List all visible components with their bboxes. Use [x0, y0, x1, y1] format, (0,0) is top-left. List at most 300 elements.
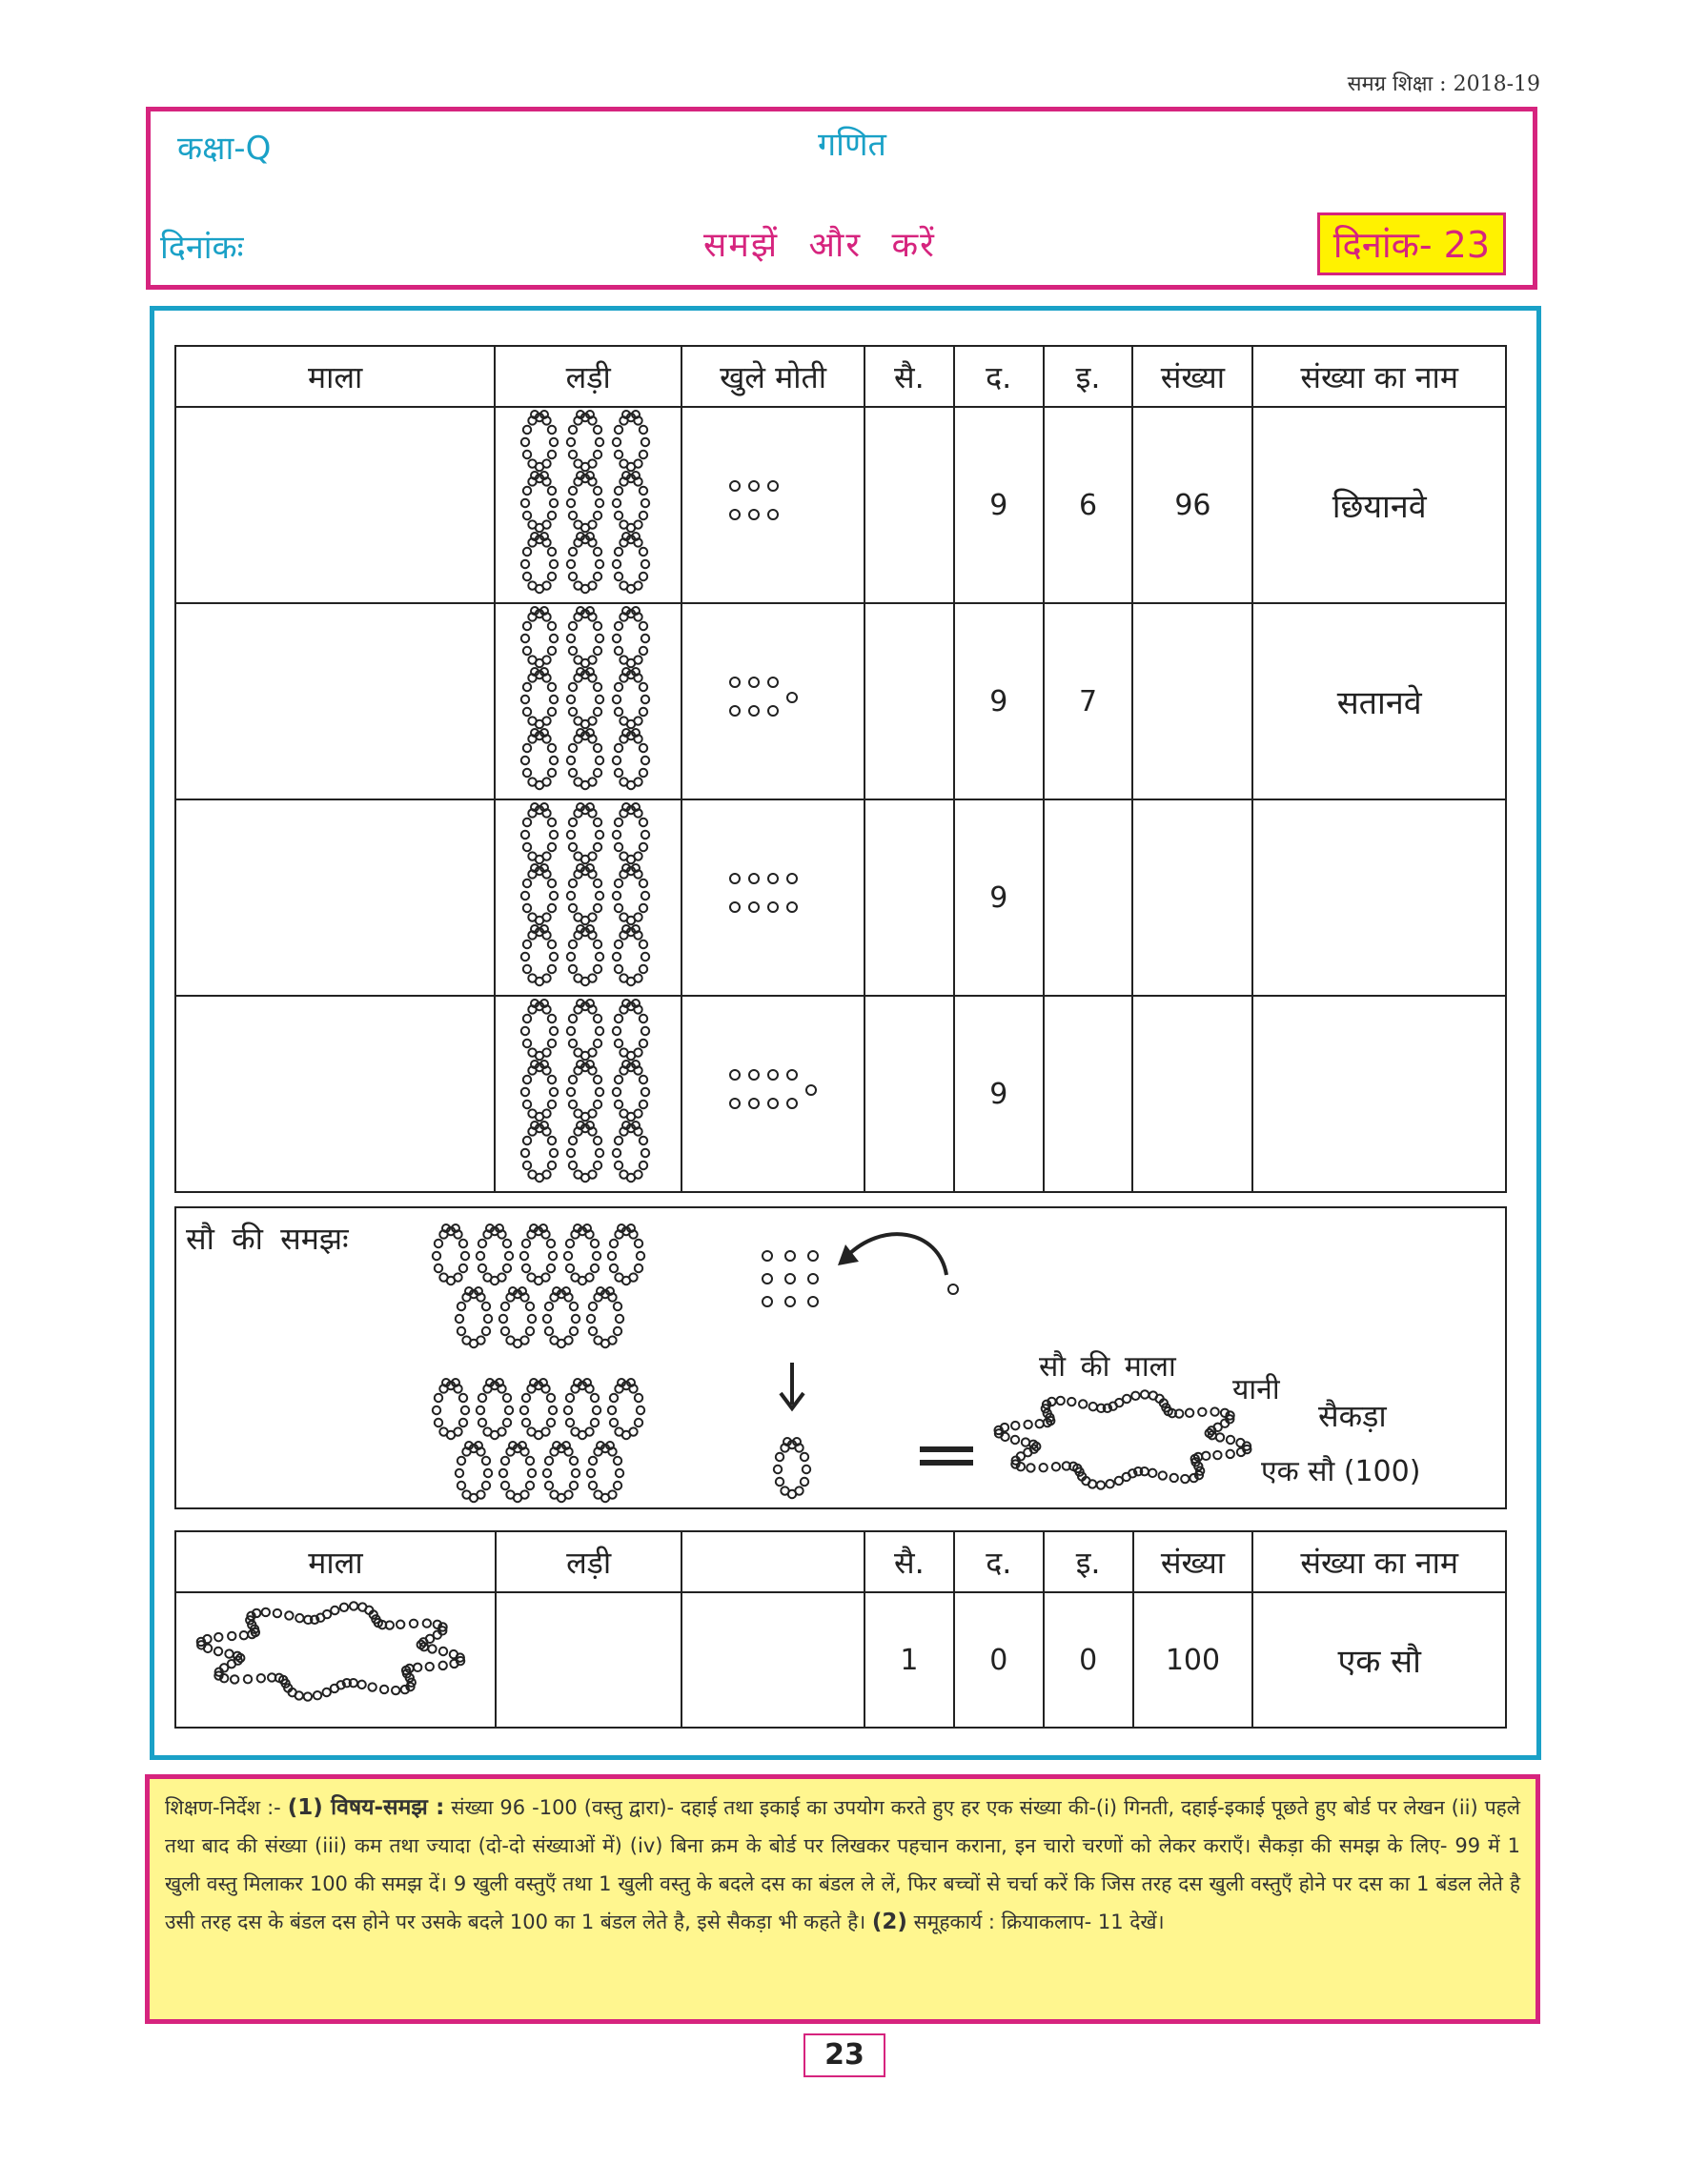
bead — [529, 1109, 537, 1117]
bead — [567, 831, 575, 839]
bead — [615, 622, 622, 630]
bead — [570, 1457, 578, 1465]
bead — [462, 1490, 470, 1498]
bead — [520, 1406, 528, 1414]
bead — [569, 940, 577, 948]
bead — [803, 1466, 810, 1473]
bead — [548, 940, 556, 948]
bead — [776, 1453, 783, 1461]
bead — [616, 1315, 623, 1323]
loose-bead — [730, 677, 740, 687]
bead — [575, 717, 582, 724]
bead — [501, 1482, 509, 1489]
loose-bead — [749, 510, 759, 519]
bead — [616, 1469, 623, 1477]
bead — [615, 880, 622, 887]
bead — [547, 1264, 555, 1272]
bead — [529, 656, 537, 663]
bead-string-icon — [567, 1000, 603, 1060]
bead — [1141, 1390, 1149, 1398]
bead — [528, 1469, 536, 1477]
bead-strings-icon — [517, 997, 660, 1183]
bead — [550, 1088, 558, 1096]
bead — [615, 1162, 622, 1169]
number-cell[interactable] — [1132, 603, 1252, 799]
bead — [425, 1663, 433, 1670]
bead — [567, 953, 575, 961]
bead — [521, 635, 529, 642]
bead — [550, 831, 558, 839]
number-name-cell[interactable]: एक सौ — [1252, 1592, 1506, 1728]
bead — [640, 622, 647, 630]
bead — [613, 1027, 620, 1035]
bead — [569, 965, 577, 973]
bead — [596, 1088, 603, 1096]
bead — [569, 744, 577, 752]
bead-string-icon — [521, 925, 558, 985]
bead — [567, 438, 575, 446]
bead-string-icon — [521, 1122, 558, 1182]
bead — [594, 769, 601, 777]
bead — [1149, 1469, 1156, 1477]
bead-string-icon — [567, 411, 603, 471]
bead — [1036, 1420, 1044, 1427]
instructions-part1-heading: (1) विषय-समझ : — [287, 1795, 445, 1820]
bead — [548, 819, 556, 826]
bead — [529, 459, 537, 467]
loose-bead — [806, 1085, 816, 1095]
bead-string-icon — [567, 864, 603, 924]
bead — [435, 1240, 442, 1247]
bead — [501, 1457, 509, 1465]
bead — [521, 438, 529, 446]
ones-cell[interactable]: 6 — [1044, 407, 1133, 603]
bead — [482, 1303, 490, 1310]
bead-string-icon — [564, 1224, 600, 1284]
loose-bead — [730, 481, 740, 491]
number-cell[interactable]: 100 — [1133, 1592, 1253, 1728]
bead — [620, 581, 628, 589]
bead-string-icon — [587, 1287, 623, 1347]
ones-cell[interactable]: 7 — [1044, 603, 1133, 799]
class-label: कक्षा-Q — [177, 130, 272, 168]
bead — [608, 1252, 616, 1260]
col-header: इ. — [1044, 346, 1133, 407]
col-header: संख्या का नाम — [1252, 1531, 1506, 1592]
bead — [478, 1264, 486, 1272]
loose-bead — [749, 902, 759, 912]
bead — [548, 843, 556, 851]
loose-bead — [787, 693, 797, 702]
bead — [591, 1240, 599, 1247]
loose-bead — [768, 1099, 778, 1108]
bead — [484, 1315, 492, 1323]
bead — [641, 1088, 649, 1096]
bead — [545, 1327, 553, 1335]
bead — [635, 1419, 642, 1426]
bead — [548, 1040, 556, 1047]
bead — [570, 1327, 578, 1335]
bead — [613, 1088, 620, 1096]
bead — [521, 560, 529, 568]
loose-bead — [808, 1274, 818, 1284]
bead — [613, 499, 620, 507]
bead — [594, 965, 601, 973]
bead — [550, 757, 558, 764]
bead — [548, 622, 556, 630]
bead — [549, 1406, 557, 1414]
bead — [1097, 1481, 1105, 1488]
bead — [594, 1490, 601, 1498]
bead — [596, 892, 603, 900]
bead — [615, 683, 622, 691]
bead-string-icon — [499, 1442, 536, 1502]
page-number: 23 — [803, 2033, 885, 2077]
bead — [620, 1170, 628, 1178]
bead — [295, 1614, 303, 1622]
ladi-cell — [495, 407, 681, 603]
bead — [569, 904, 577, 912]
tens-cell[interactable]: 0 — [954, 1592, 1044, 1728]
activity-title: समझें और करें — [703, 226, 936, 265]
bead — [529, 778, 537, 785]
bead — [521, 696, 529, 703]
bead-string-icon — [613, 729, 649, 789]
bead — [594, 904, 601, 912]
bead-string-icon — [613, 1000, 649, 1060]
bead — [620, 974, 628, 981]
bead — [569, 1040, 577, 1047]
bead — [503, 1264, 511, 1272]
bead — [569, 573, 577, 580]
saikda-label: सैकड़ा — [1318, 1398, 1387, 1434]
bead — [615, 708, 622, 716]
bead — [610, 1240, 618, 1247]
bead — [615, 940, 622, 948]
bead — [569, 1101, 577, 1108]
bead — [428, 1645, 436, 1652]
bead-string-icon — [521, 864, 558, 924]
hundreds-cell[interactable] — [864, 996, 954, 1192]
bead — [458, 1482, 465, 1489]
bead — [569, 880, 577, 887]
bead — [594, 1101, 601, 1108]
bead — [613, 438, 620, 446]
bead — [594, 622, 601, 630]
loose-bead — [785, 1274, 795, 1284]
bead — [285, 1611, 293, 1619]
bead — [548, 426, 556, 434]
tens-cell[interactable]: 9 — [954, 407, 1044, 603]
bead — [774, 1466, 782, 1473]
bead — [392, 1687, 399, 1694]
bead — [526, 1482, 534, 1489]
bead — [506, 1490, 514, 1498]
number-cell[interactable] — [1132, 799, 1252, 996]
col-header: इ. — [1044, 1531, 1133, 1592]
bead — [594, 940, 601, 948]
bead — [523, 548, 531, 556]
bead — [1022, 1438, 1029, 1446]
number-cell[interactable]: 96 — [1132, 407, 1252, 603]
bead — [550, 499, 558, 507]
bead — [461, 1406, 469, 1414]
teaching-instructions — [145, 1774, 1540, 2024]
bead — [640, 1162, 647, 1169]
loose-bead — [763, 1251, 772, 1261]
bead — [545, 1482, 553, 1489]
tens-cell[interactable]: 9 — [954, 603, 1044, 799]
number-name-cell[interactable] — [1252, 996, 1506, 1192]
bead — [587, 1315, 595, 1323]
bead — [596, 499, 603, 507]
bead — [547, 1394, 555, 1402]
bead — [620, 852, 628, 859]
bead — [567, 696, 575, 703]
bead — [435, 1419, 442, 1426]
yani-label: यानी — [1232, 1373, 1280, 1406]
bead — [615, 451, 622, 458]
bead — [529, 1048, 537, 1056]
bead — [610, 1394, 618, 1402]
bead — [550, 953, 558, 961]
bead — [543, 1469, 551, 1477]
table-row — [175, 799, 1506, 996]
bead — [523, 451, 531, 458]
loose-bead — [787, 874, 797, 883]
bead — [640, 940, 647, 948]
bead — [569, 512, 577, 519]
bead — [569, 769, 577, 777]
bead — [523, 708, 531, 716]
bead — [482, 1482, 490, 1489]
bead — [550, 1149, 558, 1157]
bead — [484, 1469, 492, 1477]
bead — [545, 1457, 553, 1465]
hundreds-cell[interactable] — [864, 407, 954, 603]
bead — [433, 1252, 440, 1260]
tens-cell[interactable]: 9 — [954, 799, 1044, 996]
bead — [641, 635, 649, 642]
bead — [523, 769, 531, 777]
bead — [523, 1137, 531, 1144]
bead — [503, 1240, 511, 1247]
bead — [1213, 1451, 1221, 1459]
bead — [521, 892, 529, 900]
bead — [575, 1170, 582, 1178]
ones-cell[interactable] — [1044, 996, 1133, 1192]
bead — [1052, 1463, 1060, 1470]
bead — [569, 647, 577, 655]
bead — [314, 1691, 321, 1699]
bead — [569, 548, 577, 556]
bead — [1181, 1475, 1189, 1483]
col-header: द. — [954, 1531, 1044, 1592]
ones-cell[interactable] — [1044, 799, 1133, 996]
bead — [1131, 1392, 1139, 1400]
bead-string-icon — [477, 1224, 513, 1284]
bead — [613, 696, 620, 703]
bead-string-icon — [613, 607, 649, 667]
bead — [572, 1315, 580, 1323]
bead — [640, 1137, 647, 1144]
hundreds-cell[interactable]: 1 — [864, 1592, 954, 1728]
bead — [550, 892, 558, 900]
bead — [567, 892, 575, 900]
bead — [566, 1419, 574, 1426]
bead — [244, 1675, 252, 1683]
hundred-table — [174, 1530, 1507, 1729]
tens-cell[interactable]: 9 — [954, 996, 1044, 1192]
bead — [614, 1303, 621, 1310]
bead — [615, 512, 622, 519]
bead — [522, 1240, 530, 1247]
bead — [548, 487, 556, 495]
bead — [1159, 1471, 1167, 1479]
table-header-row — [175, 346, 1506, 407]
bead — [529, 852, 537, 859]
bead — [483, 1273, 491, 1281]
ladi-cell — [496, 1592, 682, 1728]
bead — [522, 1419, 530, 1426]
bead-string-icon — [613, 472, 649, 532]
bead — [640, 683, 647, 691]
bead — [231, 1675, 238, 1683]
bead — [640, 451, 647, 458]
bead — [776, 1478, 783, 1486]
loose-bead — [749, 1099, 759, 1108]
number-name-cell[interactable] — [1252, 799, 1506, 996]
hundreds-cell[interactable] — [864, 799, 954, 996]
loose-bead — [768, 677, 778, 687]
mala-of-hundred-label: सौ की माला — [1039, 1350, 1176, 1384]
bead-string-icon — [543, 1287, 580, 1347]
bead — [615, 548, 622, 556]
loose-bead — [763, 1297, 772, 1306]
loose-bead — [749, 481, 759, 491]
bead-string-icon — [613, 1122, 649, 1182]
bead — [620, 913, 628, 920]
bead — [640, 512, 647, 519]
bead — [257, 1674, 265, 1682]
bead — [594, 843, 601, 851]
bead — [614, 1327, 621, 1335]
bead — [620, 778, 628, 785]
bead — [569, 487, 577, 495]
bead-string-icon — [567, 533, 603, 593]
bead — [567, 1027, 575, 1035]
bead — [523, 843, 531, 851]
bead — [569, 819, 577, 826]
bead — [523, 426, 531, 434]
bead — [613, 635, 620, 642]
bead — [521, 953, 529, 961]
bead — [620, 656, 628, 663]
bead — [548, 548, 556, 556]
bead-string-icon — [567, 607, 603, 667]
bead — [548, 708, 556, 716]
bead — [615, 426, 622, 434]
bead — [610, 1419, 618, 1426]
date-badge: दिनांक- 23 — [1317, 212, 1506, 275]
loose-bead — [787, 1070, 797, 1080]
bead — [640, 487, 647, 495]
bead — [640, 1040, 647, 1047]
bead — [637, 1406, 644, 1414]
ones-cell[interactable]: 0 — [1044, 1592, 1133, 1728]
bead — [610, 1264, 618, 1272]
bead — [641, 696, 649, 703]
bead — [1056, 1397, 1064, 1405]
loose-beads-icon — [716, 1052, 830, 1128]
bead — [620, 1109, 628, 1117]
bead-string-icon — [613, 864, 649, 924]
bead — [589, 1327, 597, 1335]
bead — [594, 426, 601, 434]
loose-beads-cell — [681, 603, 864, 799]
bead — [550, 1336, 558, 1344]
col-header: सै. — [864, 1531, 954, 1592]
bead — [462, 1336, 470, 1344]
bead — [521, 1088, 529, 1096]
bead — [594, 1076, 601, 1083]
bead — [615, 1015, 622, 1022]
bead — [594, 880, 601, 887]
bead-string-icon — [608, 1379, 644, 1439]
bead — [550, 438, 558, 446]
bead — [640, 1076, 647, 1083]
bead-string-icon — [613, 411, 649, 471]
bead — [594, 1137, 601, 1144]
bead — [331, 1607, 338, 1614]
bead — [331, 1685, 338, 1692]
number-name-cell[interactable]: छियानवे — [1252, 407, 1506, 603]
loose-bead — [730, 1099, 740, 1108]
bead — [548, 880, 556, 887]
hundreds-cell[interactable] — [864, 603, 954, 799]
bead — [543, 1315, 551, 1323]
bead-string-icon — [564, 1379, 600, 1439]
bead — [228, 1632, 235, 1640]
number-name-cell[interactable]: सतानवे — [1252, 603, 1506, 799]
bead — [1039, 1464, 1047, 1471]
bead — [549, 1252, 557, 1260]
bead — [1170, 1474, 1178, 1482]
bead — [1089, 1403, 1097, 1410]
bead — [274, 1609, 281, 1617]
bead — [458, 1327, 465, 1335]
bead — [569, 1162, 577, 1169]
bead — [304, 1692, 312, 1700]
bead — [423, 1619, 431, 1627]
bead — [641, 499, 649, 507]
bead — [567, 560, 575, 568]
bead — [620, 1048, 628, 1056]
col-header: माला — [175, 346, 495, 407]
bead — [523, 1040, 531, 1047]
subject-label: गणित — [818, 126, 886, 164]
bead — [615, 487, 622, 495]
bead — [613, 1149, 620, 1157]
bead — [548, 1101, 556, 1108]
bead — [569, 451, 577, 458]
bead — [439, 1648, 447, 1655]
bead — [521, 1027, 529, 1035]
bead — [596, 831, 603, 839]
instructions-label: शिक्षण-निर्देश :- — [165, 1796, 281, 1819]
number-cell[interactable] — [1132, 996, 1252, 1192]
bead-strings-icon — [517, 408, 660, 595]
